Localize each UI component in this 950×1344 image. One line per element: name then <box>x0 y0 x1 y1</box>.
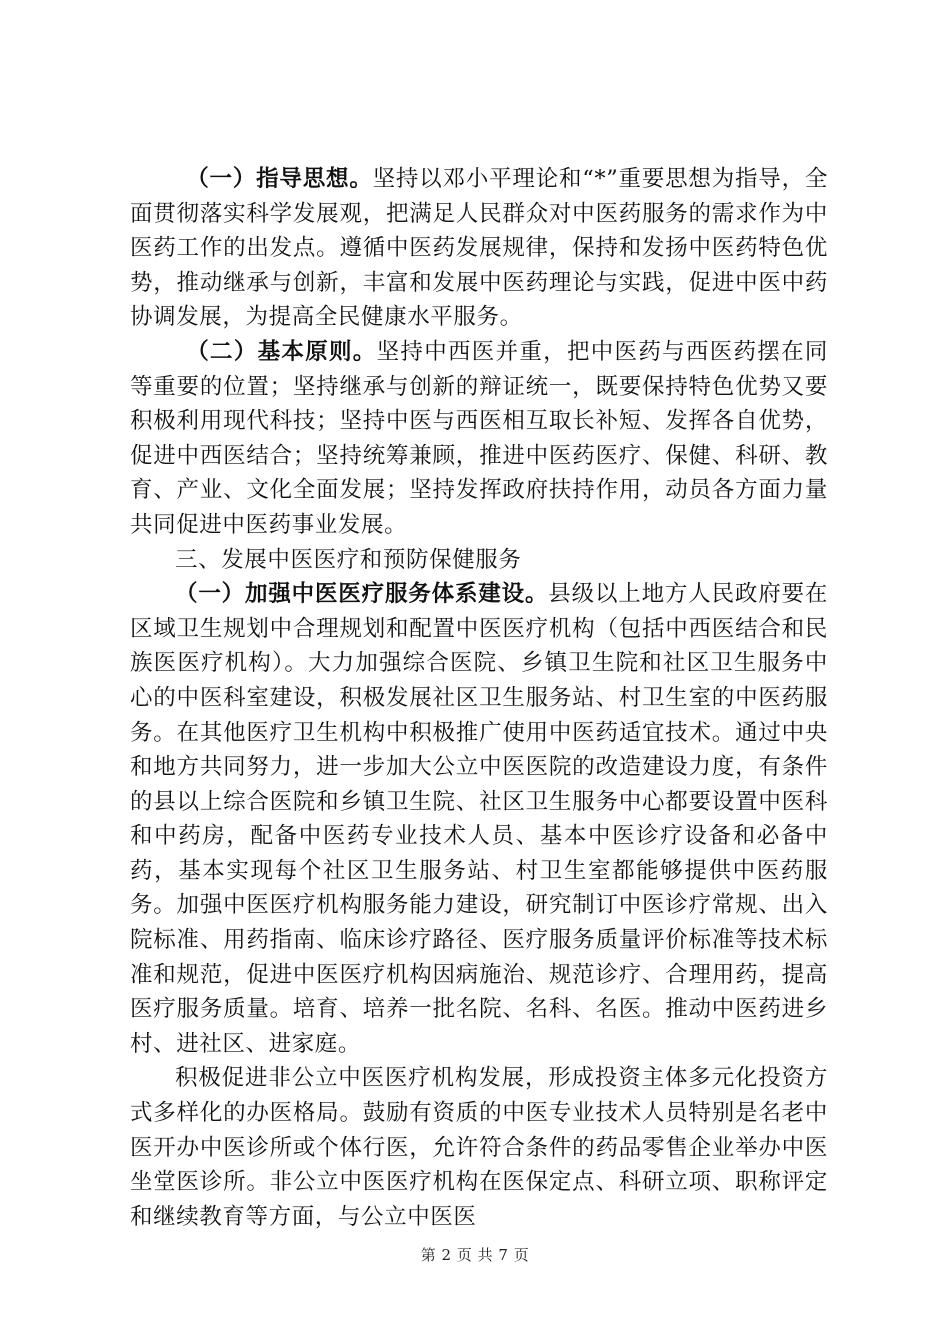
paragraph-heading: （二）基本原则。 <box>186 338 377 365</box>
page-footer <box>0 1244 950 1265</box>
paragraph-non-public-institutions <box>130 1061 828 1234</box>
paragraph-text: 坚持中西医并重，把中医药与西医药摆在同等重要的位置；坚持继承与创新的辩证统一，既要保持特色优势又要积极利用现代科技；坚持中医与西医相互取长补短、发挥各自优势，促进中西医结合；坚持统筹兼顾，推进中医药医疗、保健、科研、教育、产业、文化全面发展；坚持发挥政府扶持作用，动员各方面力量共同促进中医药事业发展。 <box>130 338 828 538</box>
paragraph-text: 积极促进非公立中医医疗机构发展，形成投资主体多元化投资方式多样化的办医格局。鼓励有资质的中医专业技术人员特别是名老中医开办中医诊所或个体行医，允许符合条件的药品零售企业举办中医坐堂医诊所。非公立中医医疗机构在医保定点、科研立项、职称评定和继续教育等方面，与公立中医医 <box>130 1065 828 1230</box>
paragraph-medical-system <box>130 577 828 1061</box>
paragraph-text: 县级以上地方人民政府要在区域卫生规划中合理规划和配置中医医疗机构（包括中西医结合和民族医医疗机构）。大力加强综合医院、乡镇卫生院和社区卫生服务中心的中医科室建设，积极发展社区卫生服务站、村卫生室的中医药服务。在其他医疗卫生机构中积极推广使用中医药适宜技术。通过中央和地方共同努力，进一步加大公立中医医院的改造建设力度，有条件的县以上综合医院和乡镇卫生院、社区卫生服务中心都要设置中医科和中药房，配备中医药专业技术人员、基本中医诊疗设备和必备中药，基本实现每个社区卫生服务站、村卫生室都能够提供中医药服务。加强中医医疗机构服务能力建设，研究制订中医诊疗常规、出入院标准、用药指南、临床诊疗路径、医疗服务质量评价标准等技术标准和规范，促进中医医疗机构因病施治、规范诊疗、合理用药，提高医疗服务质量。培育、培养一批名院、名科、名医。推动中医药进乡村、进社区、进家庭。 <box>130 581 829 1057</box>
paragraph-guiding-ideology <box>130 162 828 335</box>
section-heading <box>130 543 828 578</box>
document-body <box>130 162 828 1234</box>
page-number: 第 2 页 共 7 页 <box>420 1246 530 1264</box>
paragraph-heading: （一）指导思想。 <box>186 166 373 192</box>
paragraph-heading: （一）加强中医医疗服务体系建设。 <box>175 581 549 608</box>
paragraph-text: 坚持以邓小平理论和“*”重要思想为指导，全面贯彻落实科学发展观，把满足人民群众对中医药服务的需求作为中医药工作的出发点。遵循中医药发展规律，保持和发扬中医药特色优势，推动继承与创新，丰富和发展中医药理论与实践，促进中医中药协调发展，为提高全民健康水平服务。 <box>130 166 828 331</box>
section-title: 三、发展中医医疗和预防保健服务 <box>175 546 522 573</box>
paragraph-basic-principles <box>130 335 828 543</box>
